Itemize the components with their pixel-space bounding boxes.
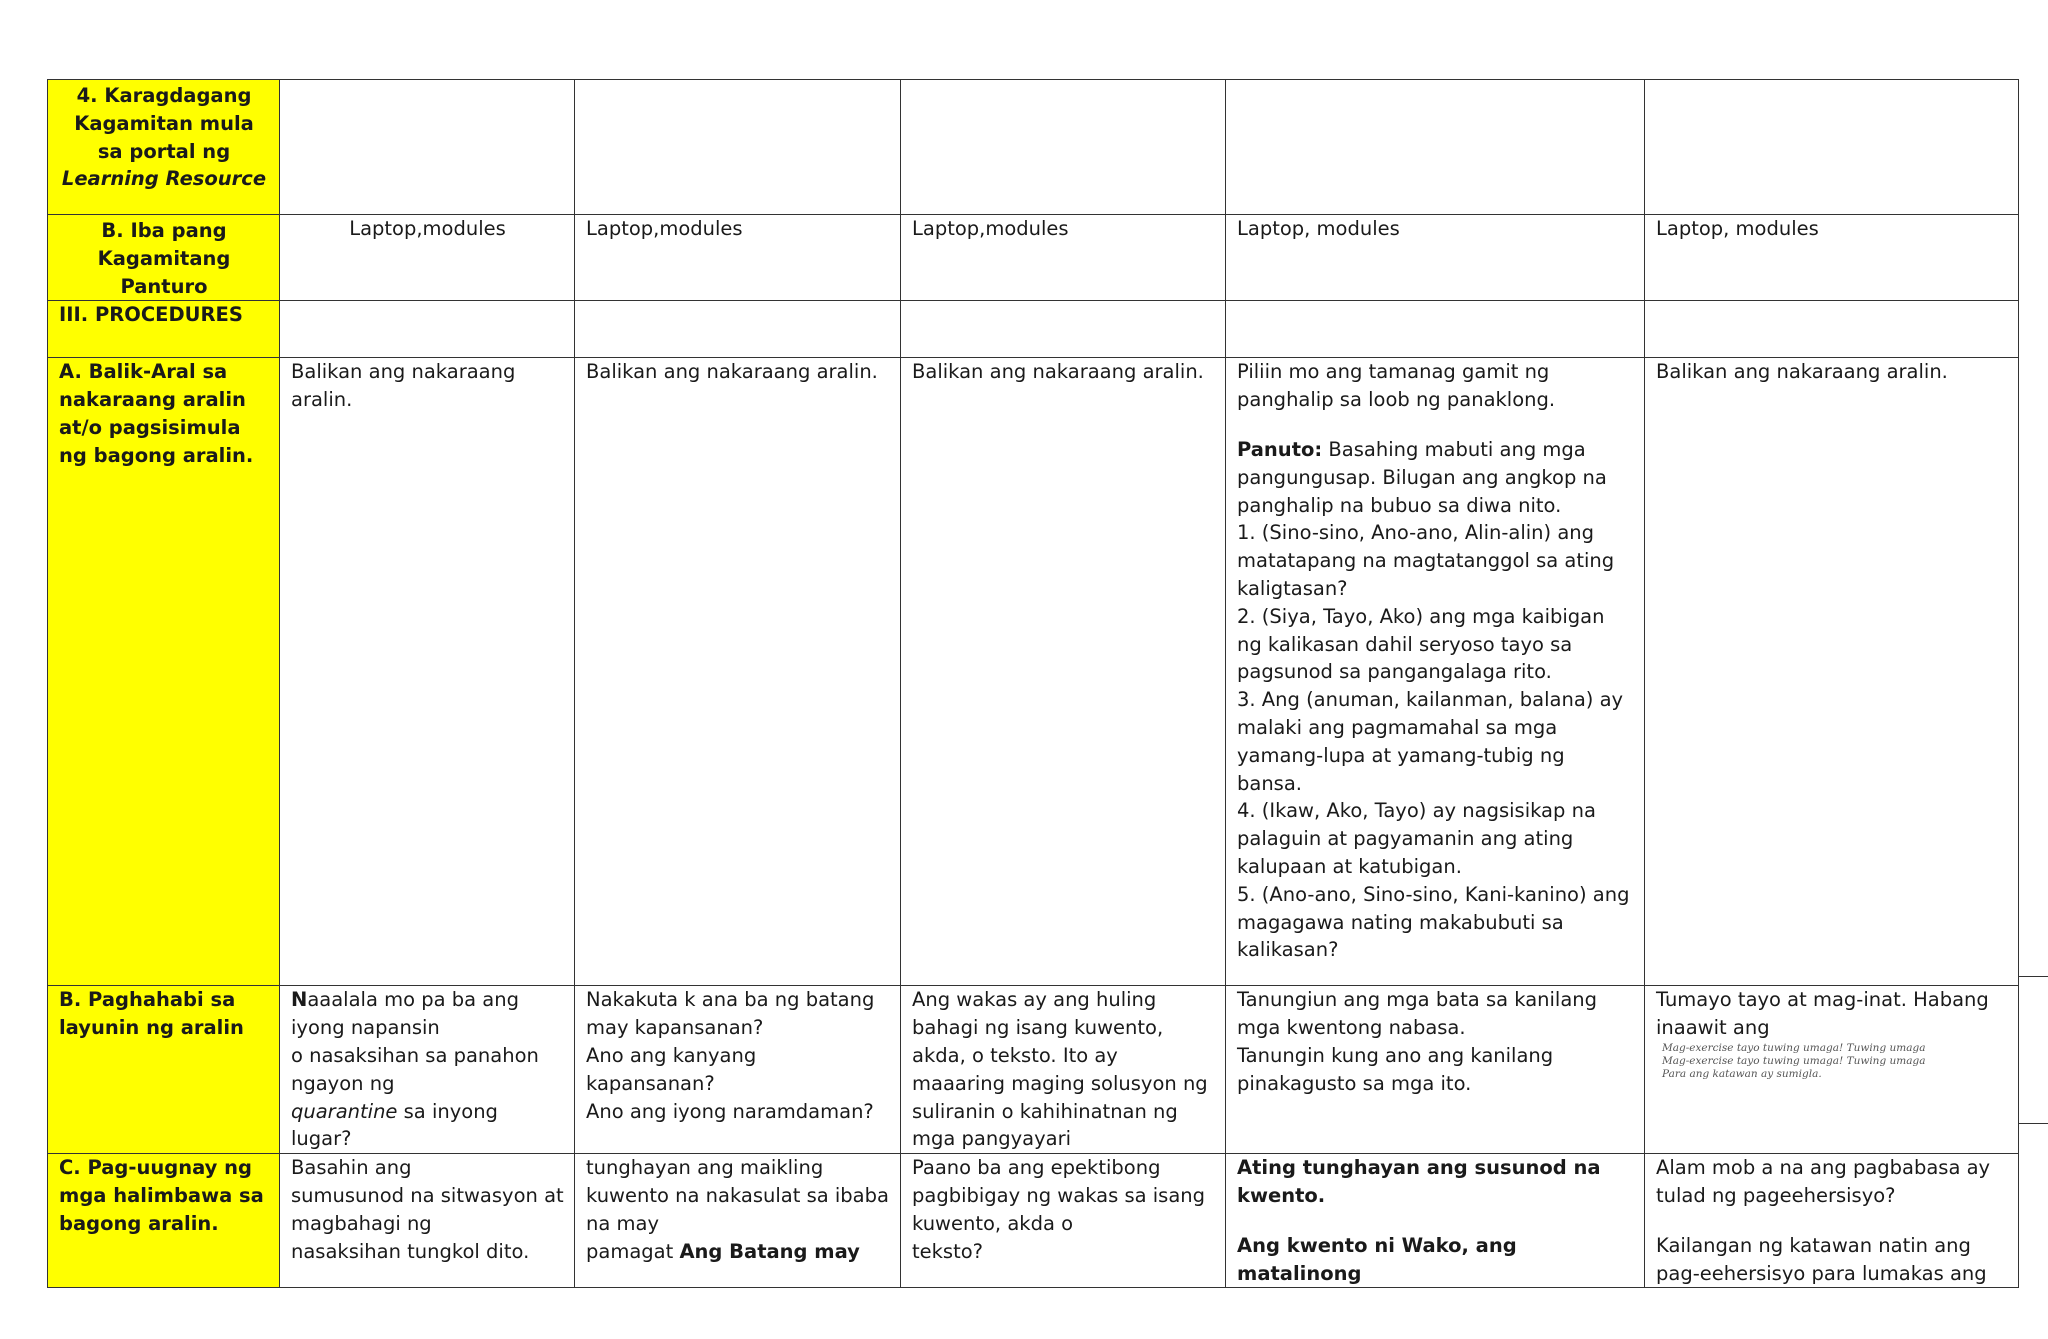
- table-cell: [1645, 80, 2019, 215]
- table-cell: Laptop, modules: [1645, 215, 2019, 301]
- table-cell: tunghayan ang maikling kuwento na nakasulat sa ibaba na may pamagat Ang Batang may: [575, 1154, 901, 1288]
- table-cell: Ating tunghayan ang susunod na kwento. Ang kwento ni Wako, ang matalinong: [1226, 1154, 1645, 1288]
- row-label: C. Pag-uugnay ng mga halimbawa sa bagong aralin.: [48, 1154, 280, 1288]
- exercise-item: 1. (Sino-sino, Ano-ano, Alin-alin) ang matatapang na magtatanggol sa ating kaligtasan?: [1237, 521, 1615, 600]
- table-cell: Laptop, modules: [1226, 215, 1645, 301]
- song-lyrics: Mag-exercise tayo tuwing umaga! Tuwing umaga: [1662, 1041, 1926, 1054]
- table-cell: Balikan ang nakaraang aralin.: [901, 358, 1226, 986]
- row-label: B. Paghahabi sa layunin ng aralin: [48, 986, 280, 1154]
- table-cell: Tanungiun ang mga bata sa kanilang mga kwentong nabasa. Tanungin kung ano ang kanilang pinakagusto sa mga ito.: [1226, 986, 1645, 1154]
- row-label: III. PROCEDURES: [48, 301, 280, 358]
- song-lyrics: Mag-exercise tayo tuwing umaga! Tuwing umaga: [1662, 1054, 1926, 1067]
- exercise-item: 5. (Ano-ano, Sino-sino, Kani-kanino) ang magagawa nating makabubuti sa kalikasan?: [1237, 882, 1630, 962]
- table-cell: [575, 80, 901, 215]
- row-label: A. Balik-Aral sa nakaraang aralin at/o pagsisimula ng bagong aralin.: [48, 358, 280, 986]
- exercise-intro: Piliin mo ang tamanag gamit ng panghalip sa loob ng panaklong.: [1237, 360, 1556, 412]
- song-lyrics: Para ang katawan ay sumigla.: [1662, 1067, 1822, 1080]
- table-cell: [1645, 301, 2019, 358]
- exercise-item: 4. (Ikaw, Ako, Tayo) ay nagsisikap na palaguin at pagyamanin ang ating kalupaan at katubigan.: [1237, 799, 1596, 878]
- table-cell: Balikan ang nakaraang aralin.: [575, 358, 901, 986]
- table-cell: [575, 301, 901, 358]
- table-cell: Ang wakas ay ang huling bahagi ng isang kuwento, akda, o teksto. Ito ay maaaring maging solusyon ng suliranin o kahihinatnan ng mga pangyayari: [901, 986, 1226, 1154]
- table-cell: Nakakuta k ana ba ng batang may kapansanan? Ano ang kanyang kapansanan? Ano ang iyong naramdaman?: [575, 986, 901, 1154]
- table-cell: Balikan ang nakaraang aralin.: [280, 358, 575, 986]
- table-cell: [1226, 301, 1645, 358]
- table-edge-fragment: [2018, 976, 2048, 1124]
- exercise-item: 2. (Siya, Tayo, Ako) ang mga kaibigan ng kalikasan dahil seryoso tayo sa pagsunod sa pangangalaga rito.: [1237, 604, 1605, 684]
- table-cell: [280, 301, 575, 358]
- row-procedures: [48, 301, 2019, 358]
- table-cell: Alam mob a na ang pagbabasa ay tulad ng pageehersisyo? Kailangan ng katawan natin ang pag-eehersisyo para lumakas ang: [1645, 1154, 2019, 1288]
- exercise-instructions: Panuto: Basahing mabuti ang mga pangungusap. Bilugan ang angkop na panghalip na bubuo sa diwa nito.: [1237, 437, 1607, 517]
- table-cell: Tumayo tayo at mag-inat. Habang inaawit ang Mag-exercise tayo tuwing umaga! Tuwing umaga Mag-exercise tayo tuwing umaga! Tuwing umaga Para ang katawan ay sumigla.: [1645, 986, 2019, 1154]
- table-cell: Laptop,modules: [901, 215, 1226, 301]
- row-label: 4. Karagdagang Kagamitan mula sa portal ng Learning Resource: [48, 80, 280, 215]
- row-paghahabi: [48, 986, 2019, 1154]
- table-cell: Basahin ang sumusunod na sitwasyon at magbahagi ng nasaksihan tungkol dito.: [280, 1154, 575, 1288]
- table-cell: [901, 80, 1226, 215]
- table-cell: Naaalala mo pa ba ang iyong napansin o nasaksihan sa panahon ngayon ng quarantine sa inyong lugar?: [280, 986, 575, 1154]
- row-iba-pang-kagamitan: [48, 215, 2019, 301]
- table-cell: [1226, 80, 1645, 215]
- exercise-item: 3. Ang (anuman, kailanman, balana) ay malaki ang pagmamahal sa mga yamang-lupa at yamang-tubig ng bansa.: [1237, 688, 1624, 795]
- row-pag-uugnay: [48, 1154, 2019, 1288]
- table-cell: Laptop,modules: [280, 215, 575, 301]
- lesson-plan-table: [47, 79, 2019, 1288]
- table-cell: Balikan ang nakaraang aralin.: [1645, 358, 2019, 986]
- table-cell: [280, 80, 575, 215]
- table-cell: [901, 301, 1226, 358]
- row-karagdagang-kagamitan: [48, 80, 2019, 215]
- row-label: B. Iba pang Kagamitang Panturo: [48, 215, 280, 301]
- table-cell: Paano ba ang epektibong pagbibigay ng wakas sa isang kuwento, akda o teksto?: [901, 1154, 1226, 1288]
- row-balik-aral: [48, 358, 2019, 986]
- table-cell: Laptop,modules: [575, 215, 901, 301]
- table-cell-exercise: [1226, 358, 1645, 986]
